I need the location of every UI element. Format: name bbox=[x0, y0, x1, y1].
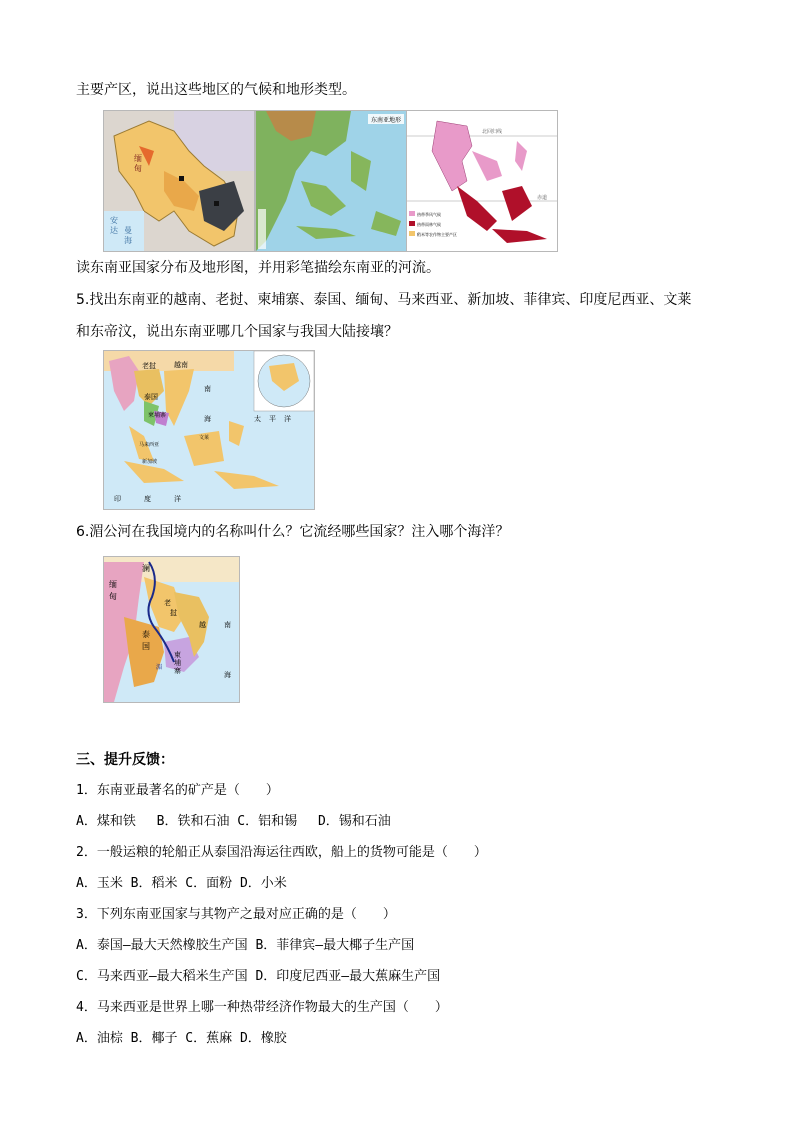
map5-label: 南 bbox=[204, 385, 211, 393]
terrain-map bbox=[256, 111, 406, 251]
map6-label: 柬 bbox=[174, 651, 181, 659]
map5-label: 老挝 bbox=[142, 362, 156, 370]
question-3: 3．下列东南亚国家与其物产之最对应正确的是（ ） bbox=[76, 907, 396, 922]
map5-label: 新加坡 bbox=[142, 459, 158, 465]
map5-label: 印 bbox=[114, 495, 121, 503]
question-3-options-c: C．马来西亚—最大稻米生产国 D．印度尼西亚—最大蕉麻生产国 bbox=[76, 969, 441, 984]
mekong-map bbox=[104, 557, 239, 702]
map5-label: 洋 bbox=[284, 415, 291, 423]
map6-label: 海 bbox=[224, 671, 231, 679]
map6-label: 泰 bbox=[142, 630, 150, 639]
map1-label: 安 bbox=[110, 216, 118, 225]
map6-label: 老 bbox=[164, 599, 171, 607]
map1-label: 甸 bbox=[134, 164, 142, 173]
agriculture-map bbox=[407, 111, 557, 251]
map5-label: 太 bbox=[254, 415, 261, 423]
terrain-map-title: 东南亚地形 bbox=[371, 117, 402, 124]
map6-label: 澜 bbox=[142, 564, 150, 573]
question-5-line2: 和东帝汶，说出东南亚哪几个国家与我国大陆接壤？ bbox=[76, 324, 398, 340]
question-4: 4．马来西亚是世界上哪一种热带经济作物最大的生产国（ ） bbox=[76, 1000, 448, 1015]
tropic-label: 北回归线 bbox=[482, 129, 503, 135]
question-2-options: A．玉米 B．稻米 C．面粉 D．小米 bbox=[76, 876, 287, 891]
map1-label: 达 bbox=[110, 226, 118, 235]
map1-label: 曼 bbox=[124, 226, 132, 235]
mekong-map-figure bbox=[103, 556, 240, 703]
map5-label: 洋 bbox=[174, 495, 181, 503]
question-6: 6.湄公河在我国境内的名称叫什么？它流经哪些国家？注入哪个海洋？ bbox=[76, 524, 510, 540]
map6-label: 甸 bbox=[109, 592, 117, 601]
question-4-options: A．油棕 B．椰子 C．蕉麻 D．橡胶 bbox=[76, 1031, 287, 1046]
map5-label: 泰国 bbox=[144, 393, 158, 401]
map6-label: 湄 bbox=[156, 664, 163, 671]
map6-label: 南 bbox=[224, 621, 231, 629]
map1-label: 海 bbox=[124, 236, 132, 245]
question-5-line1: 5.找出东南亚的越南、老挝、柬埔寨、泰国、缅甸、马来西亚、新加坡、菲律宾、印度尼西亚、文莱 bbox=[76, 292, 692, 308]
map6-label: 埔 bbox=[174, 659, 181, 667]
country-map-figure bbox=[103, 110, 255, 252]
question-2: 2．一般运粮的轮船正从泰国沿海运往西欧，船上的货物可能是（ ） bbox=[76, 845, 487, 860]
map5-label: 柬埔寨 bbox=[148, 412, 167, 419]
map5-label: 海 bbox=[204, 415, 211, 423]
map6-label: 寨 bbox=[174, 667, 181, 675]
intro-text: 主要产区，说出这些地区的气候和地形类型。 bbox=[76, 82, 356, 98]
map5-label: 马来西亚 bbox=[139, 442, 160, 448]
map6-label: 国 bbox=[142, 642, 150, 651]
map5-label: 文莱 bbox=[199, 435, 210, 441]
legend-item: 热带季风气候 bbox=[417, 212, 441, 217]
maps-caption: 读东南亚国家分布及地形图，并用彩笔描绘东南亚的河流。 bbox=[76, 260, 440, 276]
map6-label: 越 bbox=[199, 621, 206, 629]
map1-label: 缅 bbox=[134, 154, 142, 163]
agriculture-map-figure bbox=[406, 110, 558, 252]
legend-item: 热带雨林气候 bbox=[417, 222, 441, 227]
question-1: 1．东南亚最著名的矿产是（ ） bbox=[76, 783, 279, 798]
map6-label: 缅 bbox=[109, 580, 117, 589]
question-1-options: A．煤和铁 B．铁和石油 C．铝和锡 D．锡和石油 bbox=[76, 814, 391, 829]
map5-label: 度 bbox=[144, 495, 151, 503]
countries-map bbox=[104, 351, 314, 509]
equator-label: 赤道 bbox=[537, 195, 548, 201]
map6-label: 挝 bbox=[170, 609, 177, 617]
section-3-title: 三、提升反馈： bbox=[76, 752, 174, 768]
map5-label: 越南 bbox=[174, 361, 188, 369]
terrain-map-figure bbox=[255, 110, 407, 252]
countries-map-figure bbox=[103, 350, 315, 510]
map5-label: 平 bbox=[269, 415, 276, 423]
country-map bbox=[104, 111, 254, 251]
legend-item: 稻米等农作物主要产区 bbox=[417, 232, 457, 237]
question-3-options-a: A．泰国—最大天然橡胶生产国 B．菲律宾—最大椰子生产国 bbox=[76, 938, 415, 953]
